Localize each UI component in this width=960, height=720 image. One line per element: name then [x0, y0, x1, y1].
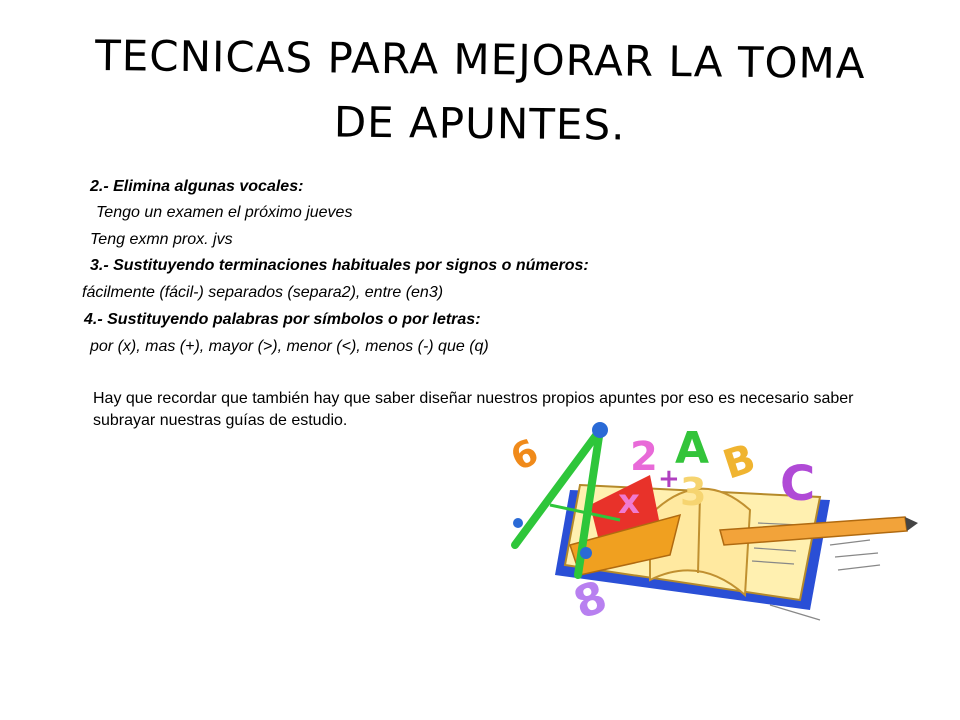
example-abbreviated: Teng exmn prox. jvs: [90, 231, 233, 248]
school-clipart-image: [500, 405, 920, 635]
letter-b-icon: B: [717, 435, 761, 489]
tip-4-heading: 4.- Sustituyendo palabras por símbolos o por letras:: [84, 311, 481, 328]
tip-4-example: por (x), mas (+), mayor (>), menor (<), menos (-) que (q): [90, 338, 489, 355]
plus-icon: +: [658, 464, 680, 494]
example-original: Tengo un examen el próximo jueves: [96, 204, 353, 221]
closing-paragraph: Hay que recordar que también hay que saber diseñar nuestros propios apuntes por eso es necesario saber subrayar nuestras guías de estudio.: [93, 390, 854, 429]
number-8-icon: 8: [567, 571, 614, 630]
number-2-icon: 2: [630, 434, 658, 480]
tip-2-heading: 2.- Elimina algunas vocales:: [90, 178, 304, 195]
letter-a-icon: A: [675, 423, 710, 474]
slide-title: TECNICAS PARA MEJORAR LA TOMA DE APUNTES.: [94, 30, 866, 150]
times-icon: x: [618, 482, 640, 522]
number-6-icon: 6: [504, 431, 545, 480]
letter-c-icon: C: [780, 456, 816, 512]
tip-3-example: fácilmente (fácil-) separados (separa2), entre (en3): [82, 284, 444, 301]
number-3-icon: 3: [680, 470, 707, 514]
tip-3-heading: 3.- Sustituyendo terminaciones habituales por signos o números:: [90, 257, 589, 274]
